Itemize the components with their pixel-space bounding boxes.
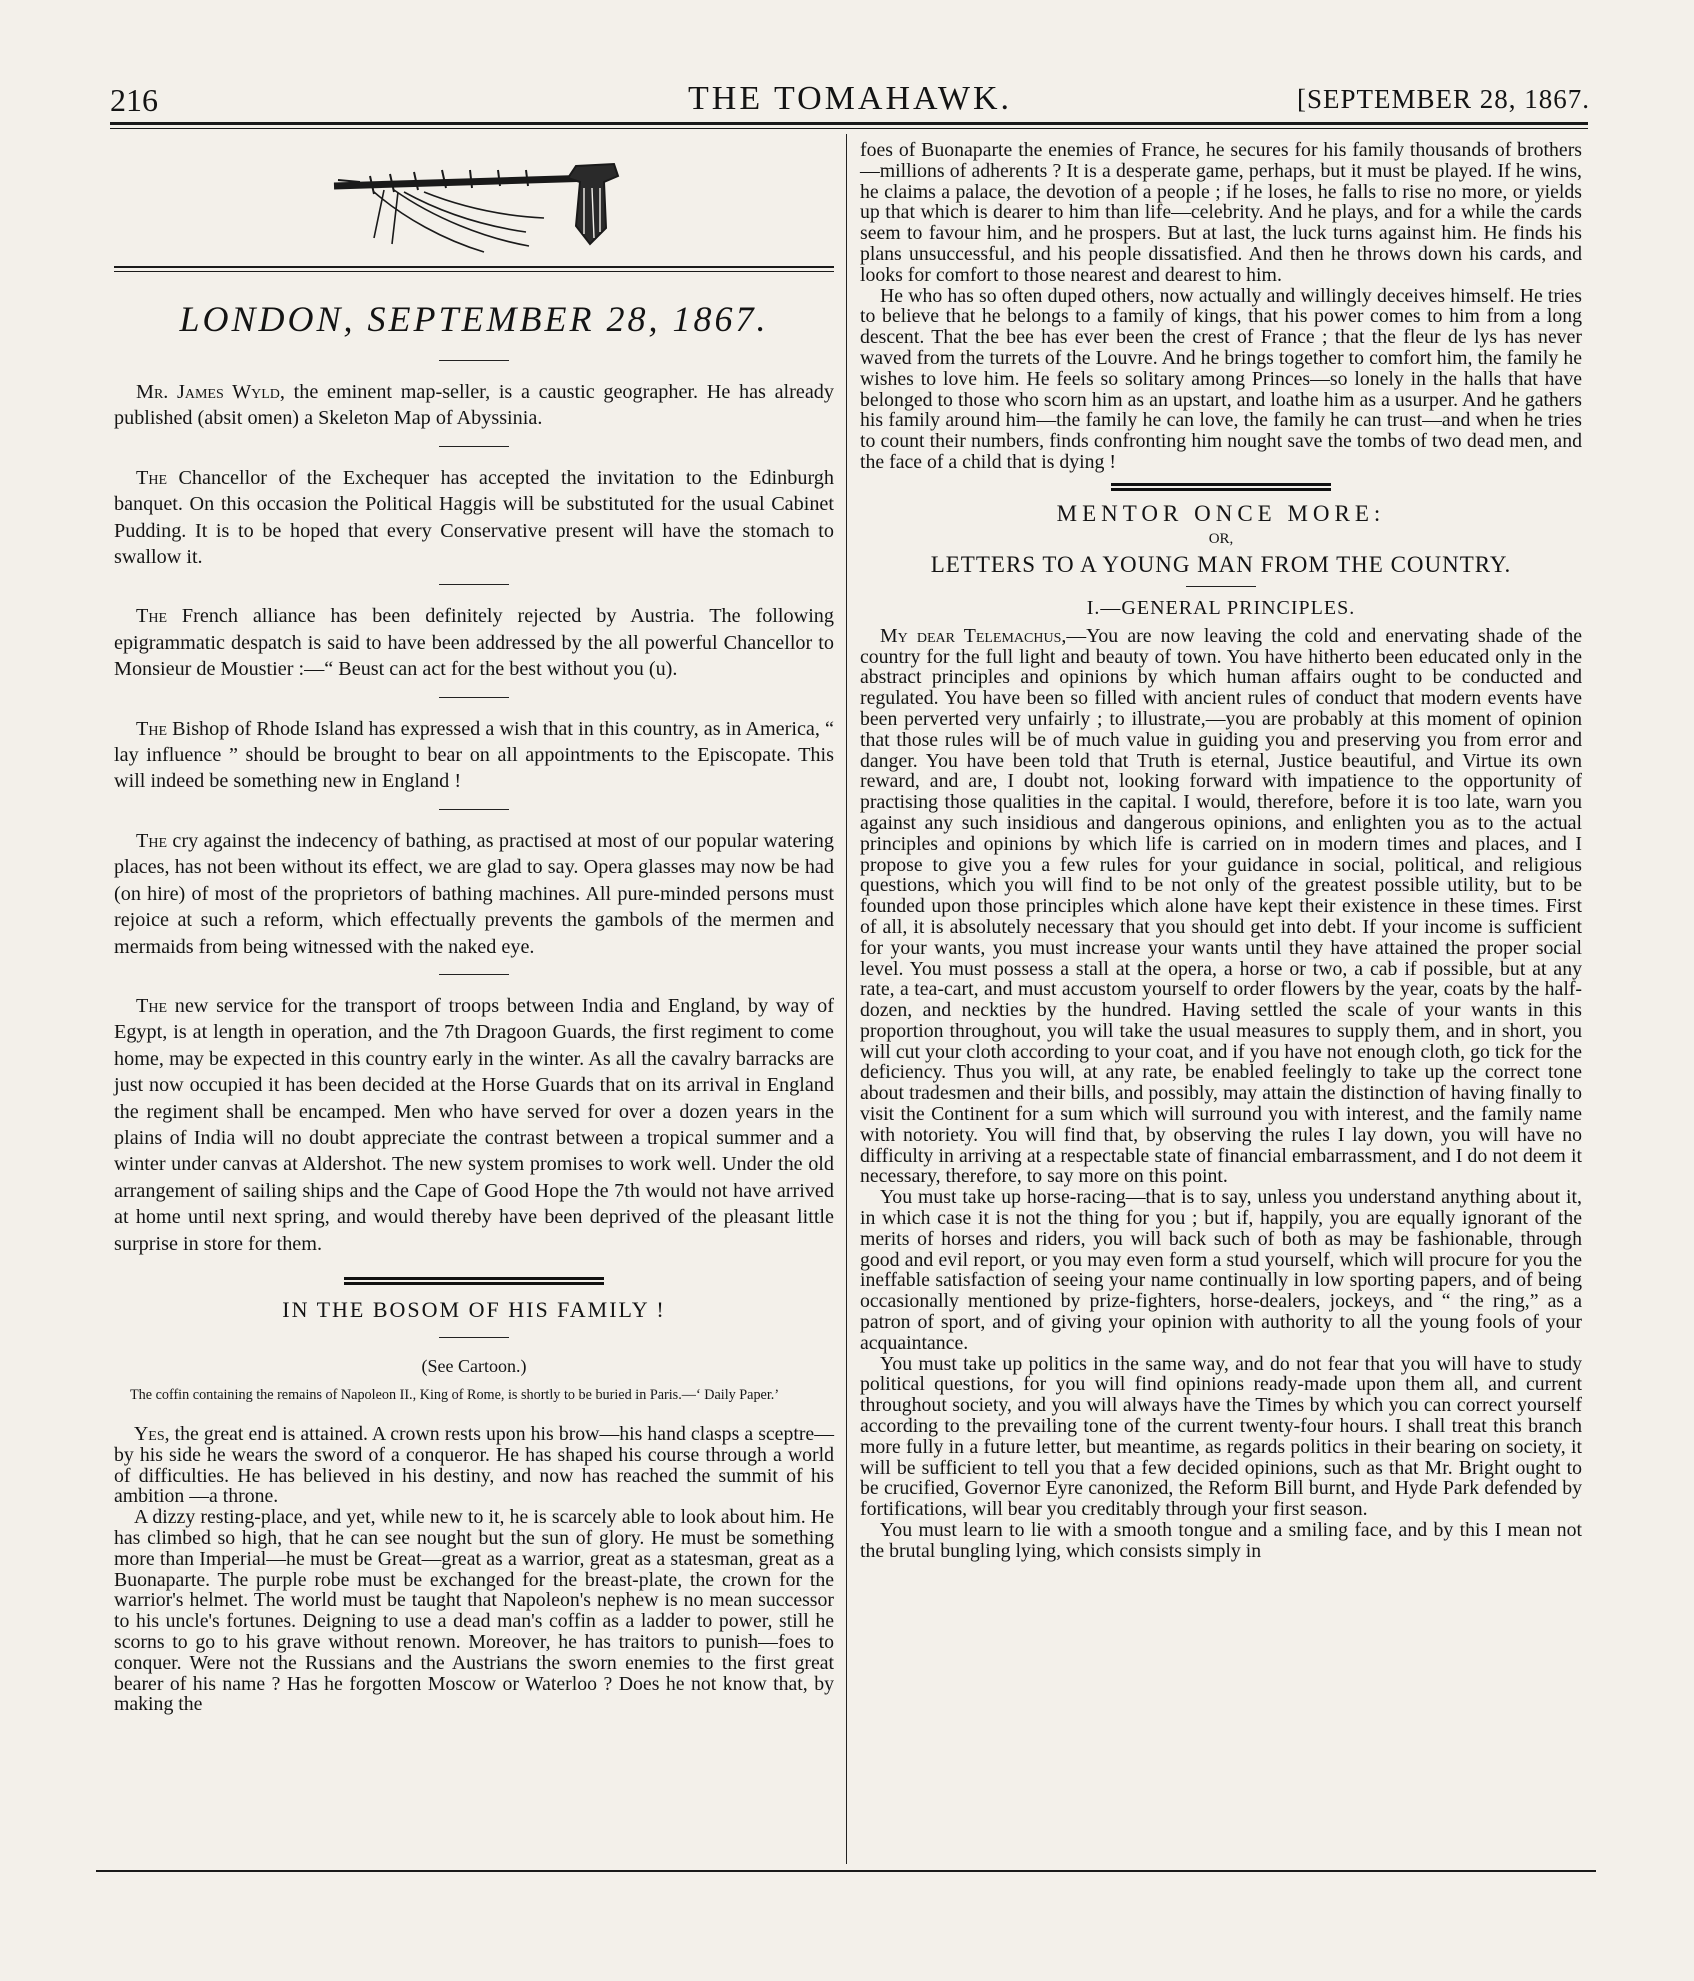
mentor-title: MENTOR ONCE MORE: xyxy=(1056,500,1386,526)
paragraph-lead: The xyxy=(136,605,167,628)
mentor-subtitle: LETTERS TO A YOUNG MAN FROM THE COUNTRY. xyxy=(930,551,1512,577)
paragraph-bathing xyxy=(114,828,834,960)
continued-paragraph: He who has so often duped others, now actually and willingly deceives himself. He tries to believe that he belongs to a family of kings, that his power comes to him from a long descent. That the bee has ever been the crest of France ; that the fleur de lys has never waved from the turrets of the Louvre. And he brings together to comfort him, the family he wishes to love him. He feels so solitary among Princes—so lonely in the halls that have belonged to those who scorn him as an upstart, and loathe him as a usurper. And he gathers his family around him—the family he can love, the family he can trust—and when he tries to count their numbers, finds confronting him nought save the tombs of two dead men, and the face of a child that is dying ! xyxy=(860,284,1582,473)
paragraph-lead: Mr. James Wyld, xyxy=(136,381,285,403)
page-number: 216 xyxy=(110,82,158,118)
paragraph-body: French alliance has been definitely rejected by Austria. The following epigrammatic despatch is said to have been addressed by the all powerful Chancellor to Monsieur de Moustier :—“ Beust can act for the best without you (u). xyxy=(114,605,834,681)
divider xyxy=(439,974,509,975)
paragraph-body: You must learn to lie with a smooth tongue and a smiling face, and by this I mean not the brutal bungling lying, which consists simply in xyxy=(860,1519,1582,1562)
left-column xyxy=(114,140,834,1715)
article-heading: IN THE BOSOM OF HIS FAMILY ! xyxy=(282,1296,666,1322)
column-divider xyxy=(846,134,847,1864)
mentor-or: OR, xyxy=(1208,530,1234,547)
paragraph-lead: My dear Telemachus, xyxy=(880,624,1067,647)
mentor-section-heading: I.—GENERAL PRINCIPLES. xyxy=(1086,596,1356,619)
paragraph-body: the great end is attained. A crown rests upon his brow—his hand clasps a sceptre—by his side he wears the sword of a conqueror. He has shaped his course through a world of difficulties. He has believed in his destiny, and now has reached the summit of his ambition —a throne. xyxy=(114,1422,834,1508)
paragraph-bishop xyxy=(114,716,834,795)
paragraph-lead: The xyxy=(136,466,167,489)
mentor-paragraph xyxy=(860,626,1582,1188)
tomahawk-illustration-icon xyxy=(314,148,634,258)
divider xyxy=(439,360,509,361)
paragraph-body: cry against the indecency of bathing, as practised at most of our popular watering places, has not been without its effect, we are glad to say. Opera glasses may now be had (on hire) of most of the proprietors of bathing machines. All pure-minded persons must rejoice at such a reform, which effectually prevents the gambols of the mermen and mermaids from being witnessed with the naked eye. xyxy=(114,829,834,958)
continued-paragraph: foes of Buonaparte the enemies of France, he secures for his family thousands of brothers—millions of adherents ? It is a desperate game, perhaps, but it must be played. If he wins, he claims a palace, the devotion of a people ; if he loses, he falls to rise no more, or yields up that which is dearer to him than life—celebrity. And he plays, and for a while the cards seem to favour him, and he prospers. But at last, the luck turns against him. He finds his plans unsuccessful, and his people dissatisfied. And then he throws down his cards, and looks for comfort to those nearest and dearest to him. xyxy=(860,139,1582,286)
paragraph-lead: The xyxy=(136,829,167,852)
right-column xyxy=(860,140,1582,1562)
section-double-rule xyxy=(114,266,834,272)
issue-date: [SEPTEMBER 28, 1867. xyxy=(1296,84,1590,114)
masthead-title: THE TOMAHAWK. xyxy=(688,80,1012,117)
paragraph-chancellor xyxy=(114,465,834,571)
paragraph-lead: The xyxy=(136,717,167,740)
mentor-paragraph xyxy=(860,1187,1582,1353)
footer-rule xyxy=(96,1870,1596,1872)
paragraph-body: Bishop of Rhode Island has expressed a wish that in this country, as in America, “ lay influence ” should be brought to bear on all appointments to the Episcopate. This will indeed be something new in England ! xyxy=(114,717,834,793)
header-rule-thick xyxy=(110,122,1588,125)
paragraph-wyld xyxy=(114,379,834,432)
paragraph-body: new service for the transport of troops between India and England, by way of Egypt, is at length in operation, and the 7th Dragoon Guards, the first regiment to come home, may be expected in this country early in the winter. As all the cavalry barracks are just now occupied it has been decided at the Horse Guards that on its arrival in England the regiment shall be encamped. Men who have served for over a dozen years in the plains of India will no doubt appreciate the contrast between a tropical summer and a winter under canvas at Aldershot. The new system promises to work well. Under the old arrangement of sailing ships and the Cape of Good Hope the 7th would not have arrived at home until next spring, and would thereby have been deprived of the pleasant little surprise in store for them. xyxy=(114,994,834,1255)
paragraph-lead: The xyxy=(136,994,167,1017)
article-epigraph: The coffin containing the remains of Napoleon II., King of Rome, is shortly to be buried in Paris.—‘ Daily Paper.’ xyxy=(130,1386,780,1403)
paragraph-body: You must take up politics in the same way, and do not fear that you will have to study political questions, for you will find opinions ready-made upon them all, and current throughout society, and you will always have the Times by which you can correct yourself according to the prevailing tone of the current twenty-four hours. I shall treat this branch more fully in a future letter, but meantime, as regards politics in their bearing on society, it will be sufficient to tell you that a few decided opinions, such as that Mr. Bright ought to be crucified, Governor Eyre canonized, the Reform Bill burnt, and Hyde Park defended by fortifications, will bear you creditably through your first season. xyxy=(860,1352,1582,1521)
article-paragraph xyxy=(114,1424,834,1507)
article-heavy-rule xyxy=(344,1277,604,1285)
page-header xyxy=(110,78,1590,126)
dateline: LONDON, SEPTEMBER 28, 1867. xyxy=(179,299,769,339)
see-cartoon-note: (See Cartoon.) xyxy=(421,1355,527,1376)
divider xyxy=(439,809,509,810)
divider xyxy=(439,1337,509,1338)
divider xyxy=(1186,586,1256,587)
paragraph-body: A dizzy resting-place, and yet, while new to it, he is scarcely able to look about him. He has climbed so high, that he can see nought but the sun of glory. He must be something more than Imperial—he must be Great—great as a warrior, great as a statesman, great as a Buonaparte. The purple robe must be exchanged for the breast-plate, the crown for the warrior's helmet. The world must be taught that Napoleon's nephew is no mean successor to his uncle's fortunes. Deigning to use a dead man's coffin as a ladder to power, still he scorns to go to his grave without renown. Moreover, he has traitors to punish—foes to conquer. Were not the Russians and the Austrians the sworn enemies to the first great bearer of his name ? Has he forgotten Moscow or Waterloo ? Does he not know that, by making the xyxy=(114,1506,834,1716)
mentor-paragraph xyxy=(860,1354,1582,1520)
paragraph-body: the eminent map-seller, is a caustic geographer. He has already published (absit omen) a Skeleton Map of Abyssinia. xyxy=(114,381,834,430)
divider xyxy=(439,697,509,698)
paragraph-body: You must take up horse-racing—that is to say, unless you understand anything about it, in which case it is not the thing for you ; but if, happily, you are equally ignorant of the merits of horses and riders, you will back such of both as may be fashionable, through good and evil report, or you may even form a stud yourself, which will procure for you the ineffable satisfaction of seeing your name continually in low sporting papers, and of being occasionally mentioned by prize-fighters, horse-dealers, jockeys, and “ the ring,” as a patron of sport, and of giving your opinion with authority to all the young fools of your acquaintance. xyxy=(860,1186,1582,1354)
mentor-paragraph xyxy=(860,1520,1582,1562)
paragraph-lead: Yes, xyxy=(134,1422,170,1445)
article-paragraph xyxy=(114,1507,834,1715)
divider xyxy=(439,446,509,447)
paragraph-troops xyxy=(114,993,834,1257)
paragraph-french-alliance xyxy=(114,603,834,682)
divider xyxy=(439,584,509,585)
paragraph-body: Chancellor of the Exchequer has accepted the invitation to the Edinburgh banquet. On this occasion the Political Haggis will be substituted for the usual Cabinet Pudding. It is to be hoped that every Conservative present will have the stomach to swallow it. xyxy=(114,466,834,569)
article-heavy-rule xyxy=(1111,483,1331,491)
paragraph-body: —You are now leaving the cold and enervating shade of the country for the full light and beauty of town. You have hitherto been educated only in the abstract principles and opinions by which human affairs ought to be conducted and regulated. You have been so filled with ancient rules of conduct that modern events have been perverted very unfairly ; to illustrate,—you are probably at this moment of opinion that those rules will be of much value in guiding you and preserving you from error and danger. You have been told that Truth is eternal, Justice beautiful, and Virtue its own reward, and are, I doubt not, looking forward with impatience to the opportunity of practising those qualities in the capital. I would, therefore, before it is too late, warn you against any such insidious and dangerous opinions, and enlighten you as to the actual principles and opinions by which life is carried on in modern times and places, and I propose to give you a few rules for your guidance in social, political, and religious questions, which you will find to be not only of the greatest possible utility, but to be founded upon those principles which alone have kept their existence in these times. First of all, it is absolutely necessary that you should get into debt. If your income is sufficient for your wants, you must increase your wants until they have attained the proper social level. You must possess a stall at the opera, a horse or two, a cab if possible, but at any rate, a tea-cart, and must accustom yourself to order flowers by the year, coats by the half-dozen, and neckties by the hundred. Having settled the scale of your wants in this proportion throughout, you will take the usual measures to supply them, and in short, you will cut your cloth according to your coat, and if you have not enough cloth, go tick for the deficiency. Thus you will, at any rate, be enabled feelingly to take up the correct tone about tradesmen and their bills, and possibly, may attain the distinction of having finally to visit the Continent for a sum which will surround you with interest, and the family name with notoriety. You will find that, by observing the rules I lay down, you will have no difficulty in arriving at a respectable state of financial embarrassment, and I do not deem it necessary, therefore, to say more on this point. xyxy=(860,624,1582,1188)
header-rule-thin xyxy=(110,128,1588,129)
